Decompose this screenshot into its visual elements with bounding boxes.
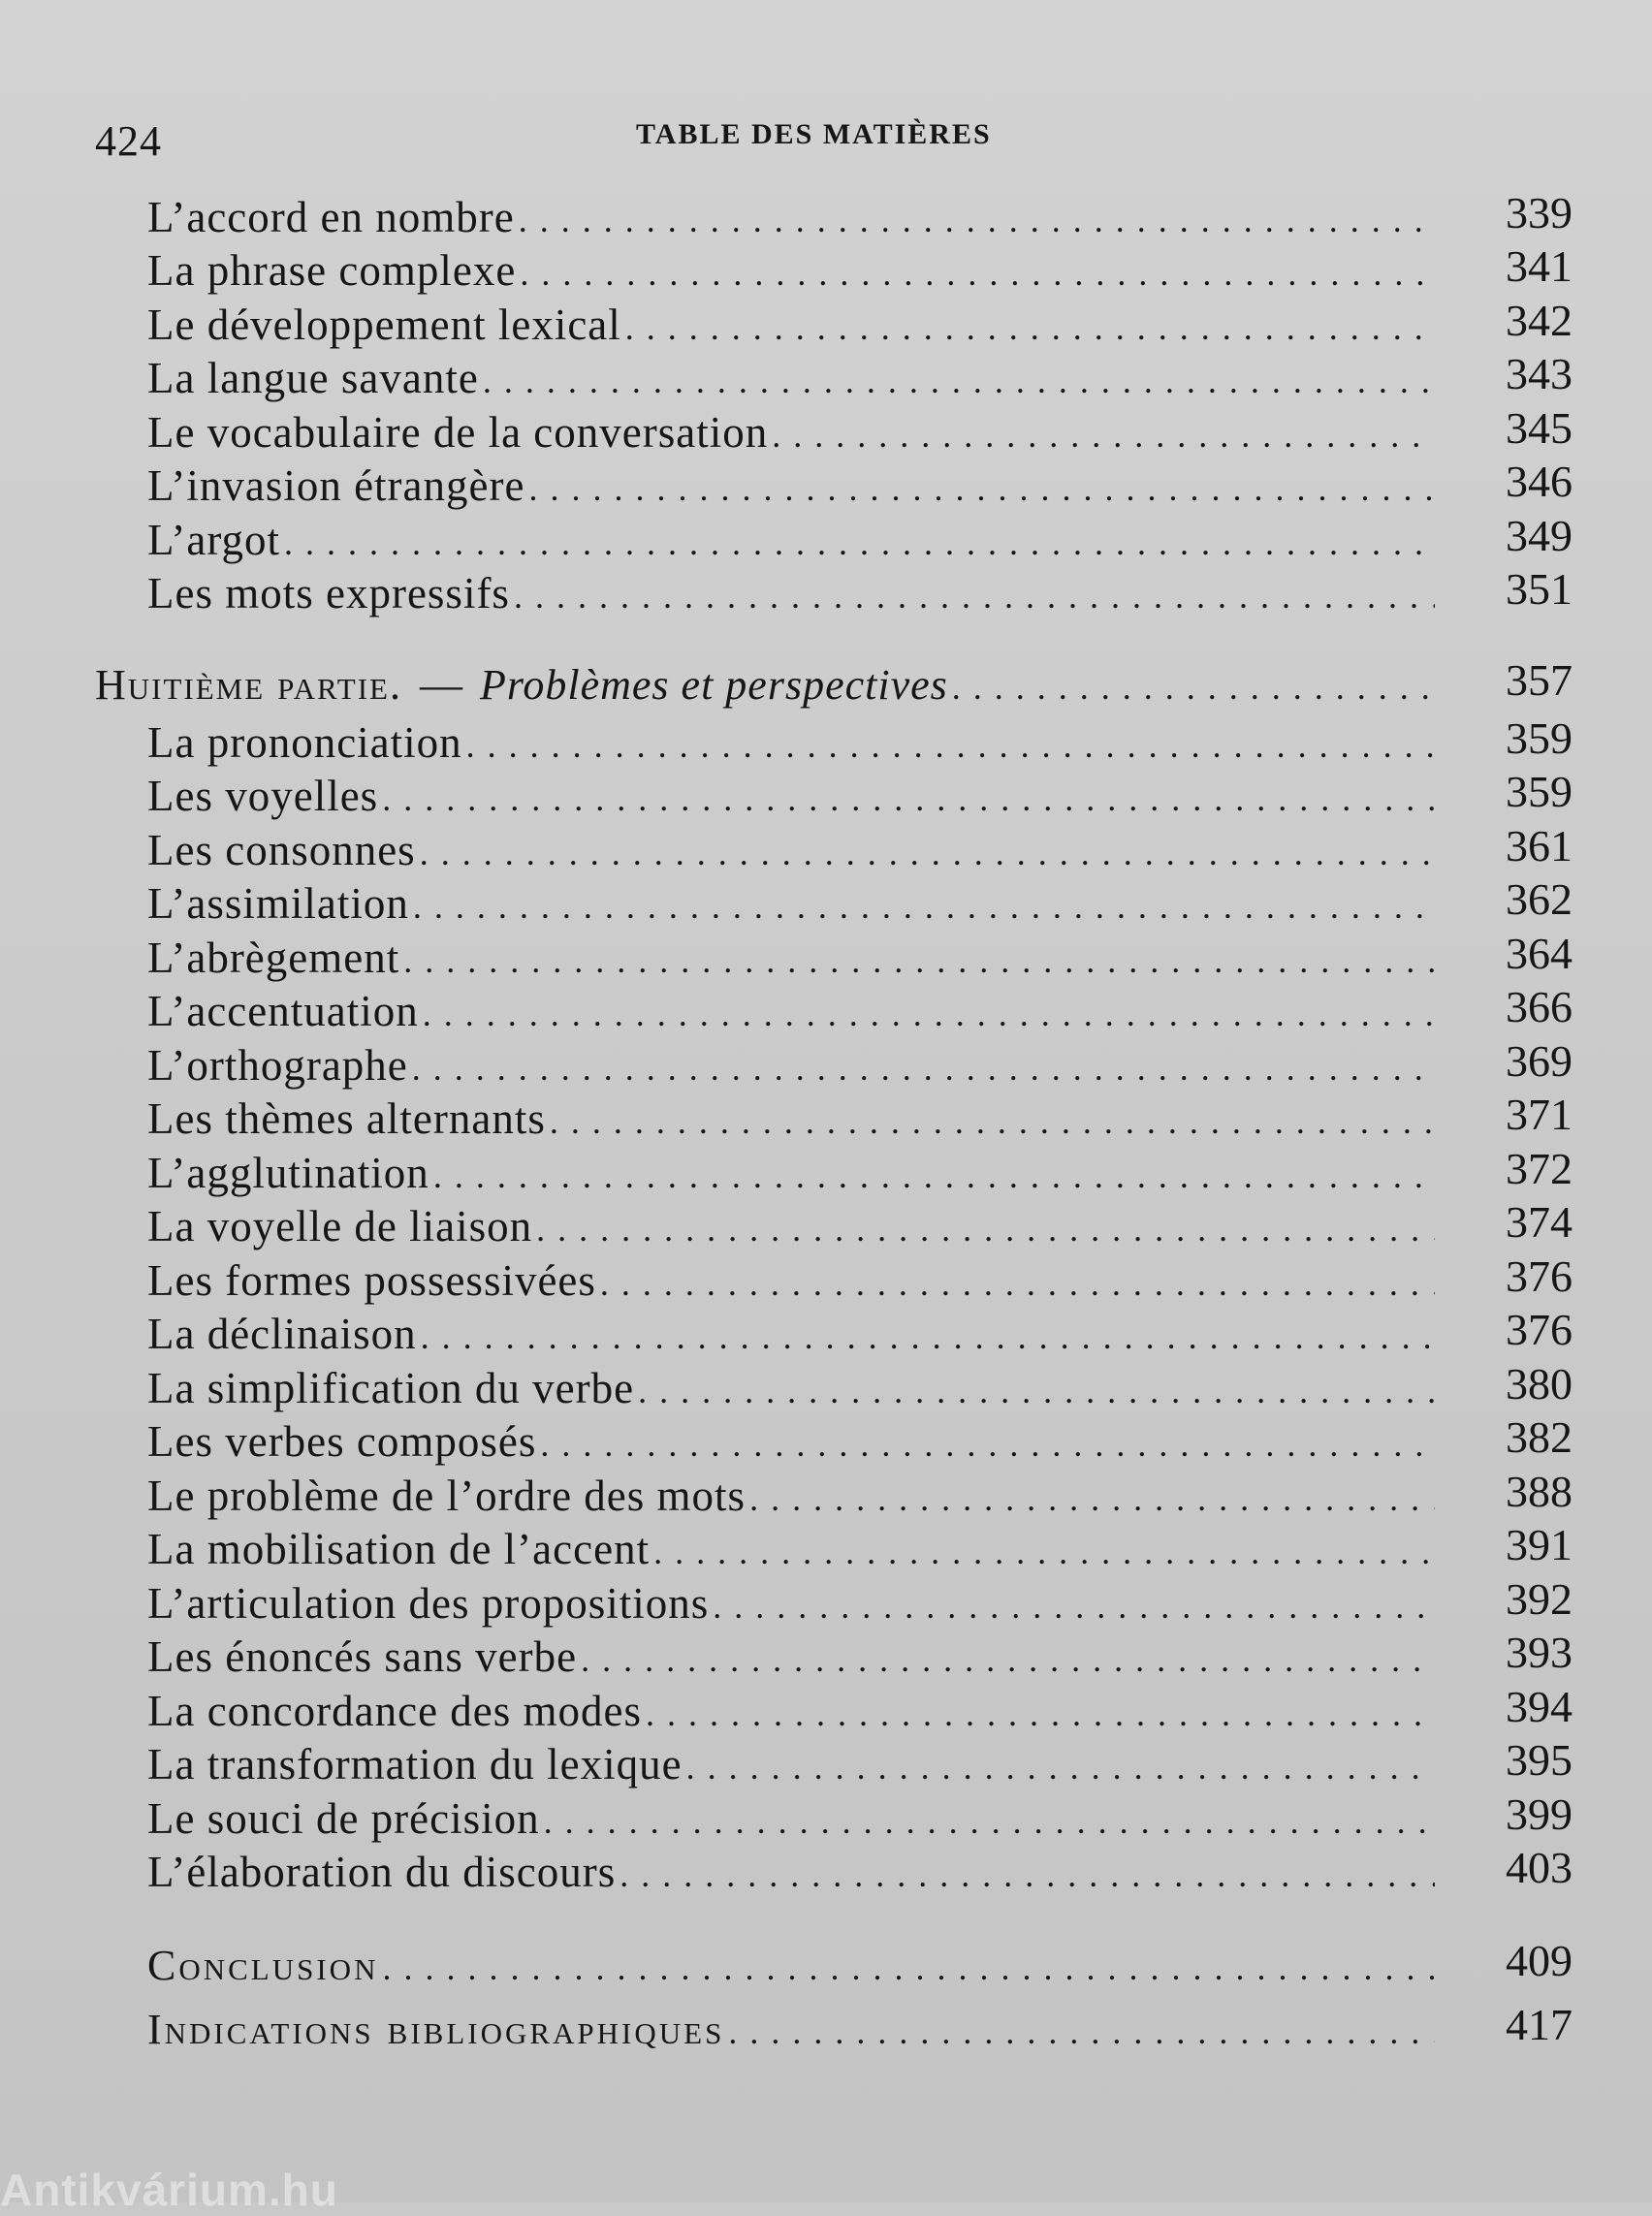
toc-entry-page: 380 bbox=[1506, 1358, 1573, 1409]
dot-leader bbox=[413, 886, 1435, 927]
toc-entry-page: 369 bbox=[1506, 1035, 1573, 1086]
toc-entry-page: 376 bbox=[1506, 1250, 1573, 1301]
toc-entry-label: La concordance des modes bbox=[147, 1686, 643, 1735]
toc-entry-page: 351 bbox=[1506, 564, 1573, 614]
page-number: 424 bbox=[95, 117, 162, 165]
dot-leader bbox=[713, 1586, 1435, 1627]
toc-entry bbox=[0, 564, 1652, 625]
toc-entry bbox=[0, 1628, 1652, 1689]
toc-entry bbox=[0, 1466, 1652, 1527]
toc-entry-page: 376 bbox=[1506, 1305, 1573, 1354]
toc-group-closing bbox=[0, 1932, 1652, 2060]
toc-entry bbox=[0, 1035, 1652, 1096]
toc-entry-page: 392 bbox=[1506, 1573, 1573, 1624]
toc-entry bbox=[0, 1090, 1652, 1151]
toc-entry-label: L’articulation des propositions bbox=[147, 1578, 710, 1628]
toc-entry-label: L’élaboration du discours bbox=[147, 1848, 617, 1896]
toc-entry-text bbox=[147, 568, 1435, 618]
toc-entry bbox=[0, 1789, 1652, 1850]
dot-leader bbox=[528, 468, 1435, 509]
toc-entry-text bbox=[147, 1847, 1435, 1897]
toc-entry-label: L’orthographe bbox=[147, 1040, 408, 1090]
toc-entry-page: 345 bbox=[1506, 402, 1573, 453]
dot-leader bbox=[412, 1048, 1435, 1089]
toc-entry-label: L’abrègement bbox=[147, 933, 400, 982]
toc-entry-label: Les thèmes alternants bbox=[147, 1094, 546, 1143]
toc-entry bbox=[0, 1358, 1652, 1419]
dot-leader bbox=[581, 1639, 1435, 1680]
toc-entry bbox=[0, 1197, 1652, 1258]
toc-entry-label: Indications bibliographiques bbox=[147, 2006, 725, 2053]
toc-entry-page: 361 bbox=[1506, 820, 1573, 871]
toc-entry bbox=[0, 1520, 1652, 1581]
toc-entry-text bbox=[147, 1255, 1435, 1306]
toc-entry bbox=[0, 349, 1652, 410]
dot-leader bbox=[466, 725, 1435, 766]
dot-leader bbox=[423, 994, 1435, 1034]
toc-entry-text bbox=[147, 1148, 1435, 1198]
toc-entry-label: Les énoncés sans verbe bbox=[147, 1632, 578, 1681]
toc-entry-label: Les consonnes bbox=[147, 825, 416, 874]
toc-entry bbox=[0, 767, 1652, 828]
toc-entry-text bbox=[147, 1363, 1435, 1413]
part-name: Huitième partie. bbox=[95, 661, 402, 709]
dot-leader bbox=[483, 361, 1435, 401]
dot-leader bbox=[625, 307, 1435, 348]
toc-entry bbox=[0, 1996, 1652, 2060]
toc-entry-page: 382 bbox=[1506, 1412, 1573, 1462]
part-heading-text bbox=[95, 660, 1435, 710]
toc-entry-text bbox=[147, 1631, 1435, 1682]
toc-entry bbox=[0, 820, 1652, 881]
toc-entry bbox=[0, 1305, 1652, 1366]
toc-entry bbox=[0, 1843, 1652, 1904]
toc-entry-label: La langue savante bbox=[147, 354, 479, 402]
dot-leader bbox=[772, 415, 1435, 456]
toc-entry-text bbox=[147, 192, 1435, 242]
toc-entry-page: 362 bbox=[1506, 874, 1573, 924]
dot-leader bbox=[620, 1854, 1435, 1895]
dot-leader bbox=[382, 1947, 1435, 1988]
toc-entry-label: La prononciation bbox=[147, 717, 462, 767]
toc-entry-page: 371 bbox=[1506, 1090, 1573, 1139]
part-dash: — bbox=[419, 661, 462, 709]
running-title: TABLE DES MATIÈRES bbox=[636, 118, 992, 150]
toc-entry-label: Le souci de précision bbox=[147, 1793, 540, 1843]
toc-entry-page: 343 bbox=[1506, 349, 1573, 398]
toc-entry-page: 374 bbox=[1506, 1197, 1573, 1247]
toc-entry bbox=[0, 187, 1652, 248]
toc-entry-text bbox=[147, 1739, 1435, 1789]
dot-leader bbox=[728, 2011, 1435, 2052]
dot-leader bbox=[653, 1532, 1435, 1572]
toc-entry bbox=[0, 457, 1652, 518]
toc-entry-text bbox=[147, 515, 1435, 565]
watermark: Antikvárium.hu bbox=[0, 2165, 338, 2215]
dot-leader bbox=[600, 1263, 1435, 1304]
toc-entry bbox=[0, 1573, 1652, 1634]
toc-entry-label: L’invasion étrangère bbox=[147, 461, 525, 510]
toc-entry-page: 339 bbox=[1506, 187, 1573, 237]
toc-entry-text bbox=[147, 986, 1435, 1036]
toc-entry-page: 359 bbox=[1506, 712, 1573, 763]
toc-entry-text bbox=[147, 933, 1435, 983]
toc-entry-page: 364 bbox=[1506, 928, 1573, 978]
dot-leader bbox=[550, 1101, 1435, 1142]
toc-group-part bbox=[0, 712, 1652, 1903]
toc-entry-text bbox=[147, 1686, 1435, 1736]
toc-entry-text bbox=[147, 825, 1435, 875]
dot-leader bbox=[686, 1747, 1435, 1788]
dot-leader bbox=[638, 1371, 1435, 1411]
toc-entry-page: 394 bbox=[1506, 1681, 1573, 1731]
toc-entry-text bbox=[147, 300, 1435, 350]
toc-entry-label: Conclusion bbox=[147, 1942, 379, 1989]
table-of-contents bbox=[0, 187, 1652, 2060]
dot-leader bbox=[646, 1694, 1435, 1734]
toc-entry-page: 341 bbox=[1506, 241, 1573, 291]
toc-entry-label: L’argot bbox=[147, 515, 280, 564]
toc-entry-text bbox=[147, 717, 1435, 768]
toc-entry-label: L’agglutination bbox=[147, 1148, 429, 1197]
toc-entry-text bbox=[147, 460, 1435, 511]
toc-entry-page: 403 bbox=[1506, 1843, 1573, 1892]
toc-entry-label: Les verbes composés bbox=[147, 1417, 537, 1466]
toc-entry bbox=[0, 874, 1652, 935]
part-heading bbox=[0, 646, 1652, 713]
toc-entry bbox=[0, 1932, 1652, 1996]
toc-entry-text bbox=[147, 1416, 1435, 1467]
toc-entry-label: Les voyelles bbox=[147, 772, 379, 820]
toc-entry-page: 399 bbox=[1506, 1789, 1573, 1839]
toc-entry-page: 372 bbox=[1506, 1143, 1573, 1193]
toc-entry-page: 349 bbox=[1506, 510, 1573, 560]
toc-entry-text bbox=[147, 771, 1435, 821]
dot-leader bbox=[421, 1316, 1435, 1357]
toc-entry-page: 346 bbox=[1506, 457, 1573, 506]
toc-entry-label: La phrase complexe bbox=[147, 246, 517, 295]
toc-entry bbox=[0, 510, 1652, 571]
dot-leader bbox=[540, 1424, 1435, 1465]
toc-entry-text bbox=[147, 2005, 1435, 2054]
toc-entry-label: La transformation du lexique bbox=[147, 1740, 683, 1789]
toc-entry-label: Les formes possessivées bbox=[147, 1255, 596, 1305]
toc-entry bbox=[0, 1681, 1652, 1742]
toc-entry-text bbox=[147, 1040, 1435, 1091]
dot-leader bbox=[520, 253, 1435, 294]
toc-entry-page: 388 bbox=[1506, 1466, 1573, 1516]
part-page-ref: 357 bbox=[1506, 655, 1573, 705]
toc-entry bbox=[0, 1250, 1652, 1312]
toc-entry-text bbox=[147, 245, 1435, 296]
dot-leader bbox=[536, 1209, 1435, 1250]
toc-entry-text bbox=[147, 1941, 1435, 1990]
toc-entry-text bbox=[147, 878, 1435, 929]
toc-entry bbox=[0, 1412, 1652, 1473]
toc-entry bbox=[0, 402, 1652, 463]
dot-leader bbox=[519, 200, 1435, 240]
toc-entry-label: Le développement lexical bbox=[147, 300, 621, 349]
toc-entry-text bbox=[147, 353, 1435, 403]
dot-leader bbox=[952, 667, 1435, 708]
toc-entry-label: L’accord en nombre bbox=[147, 192, 515, 241]
dot-leader bbox=[749, 1478, 1435, 1519]
toc-entry bbox=[0, 1143, 1652, 1204]
toc-entry-text bbox=[147, 1309, 1435, 1359]
toc-entry-page: 395 bbox=[1506, 1735, 1573, 1785]
toc-entry-label: Le vocabulaire de la conversation bbox=[147, 407, 769, 457]
toc-entry bbox=[0, 295, 1652, 356]
toc-entry-label: Le problème de l’ordre des mots bbox=[147, 1471, 747, 1520]
dot-leader bbox=[403, 940, 1435, 981]
toc-entry-text bbox=[147, 1471, 1435, 1521]
toc-entry-text bbox=[147, 1793, 1435, 1844]
toc-entry-page: 393 bbox=[1506, 1628, 1573, 1677]
toc-group-top bbox=[0, 187, 1652, 624]
toc-entry-page: 409 bbox=[1506, 1936, 1573, 1985]
dot-leader bbox=[514, 576, 1435, 617]
toc-entry-label: La déclinaison bbox=[147, 1310, 417, 1358]
toc-entry-page: 417 bbox=[1506, 2000, 1573, 2049]
toc-entry-text bbox=[147, 1578, 1435, 1629]
toc-entry-label: Les mots expressifs bbox=[147, 569, 510, 617]
toc-entry-text bbox=[147, 407, 1435, 458]
toc-entry-label: La voyelle de liaison bbox=[147, 1202, 533, 1250]
toc-entry-text bbox=[147, 1201, 1435, 1251]
toc-entry-page: 359 bbox=[1506, 767, 1573, 816]
dot-leader bbox=[544, 1801, 1435, 1842]
toc-entry bbox=[0, 712, 1652, 774]
toc-entry-label: La simplification du verbe bbox=[147, 1363, 635, 1412]
dot-leader bbox=[420, 833, 1435, 873]
dot-leader bbox=[382, 778, 1435, 819]
toc-entry-label: La mobilisation de l’accent bbox=[147, 1525, 651, 1573]
dot-leader bbox=[284, 522, 1435, 563]
toc-entry-label: L’assimilation bbox=[147, 879, 409, 928]
part-title: Problèmes et perspectives bbox=[479, 661, 948, 709]
toc-entry-label: L’accentuation bbox=[147, 987, 419, 1035]
toc-entry bbox=[0, 1735, 1652, 1796]
running-head bbox=[93, 109, 1559, 167]
toc-entry-page: 342 bbox=[1506, 295, 1573, 345]
toc-entry-text bbox=[147, 1524, 1435, 1574]
toc-entry bbox=[0, 982, 1652, 1043]
toc-entry-page: 391 bbox=[1506, 1520, 1573, 1569]
toc-entry bbox=[0, 928, 1652, 989]
dot-leader bbox=[433, 1155, 1435, 1196]
toc-entry bbox=[0, 241, 1652, 302]
toc-entry-text bbox=[147, 1093, 1435, 1144]
toc-entry-page: 366 bbox=[1506, 982, 1573, 1031]
